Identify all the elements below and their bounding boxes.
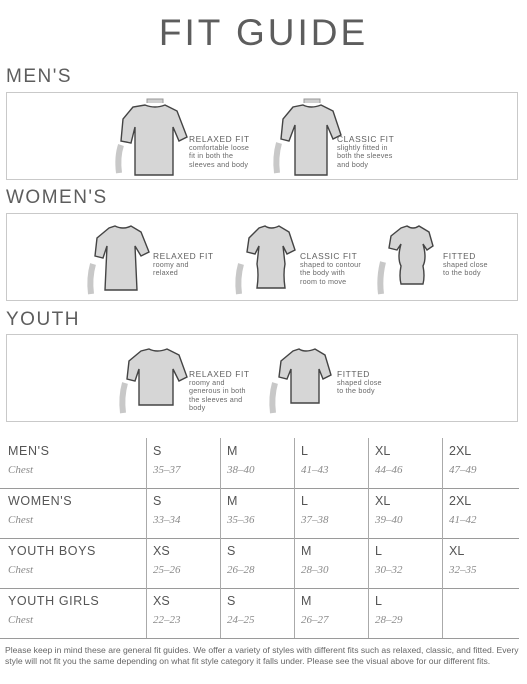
- size-measure: 41–43: [301, 464, 329, 476]
- fit-desc-line: and body: [337, 159, 369, 169]
- section-label-womens: WOMEN'S: [6, 187, 108, 208]
- size-measure: 28–30: [301, 564, 329, 576]
- size-measure: 37–38: [301, 514, 329, 526]
- row-sublabel: Chest: [8, 514, 34, 526]
- size-cell: [220, 488, 294, 538]
- table-row: [0, 438, 519, 489]
- size-measure: 35–36: [227, 514, 255, 526]
- size-label: M: [301, 594, 312, 608]
- size-label: S: [153, 494, 162, 508]
- size-label: L: [301, 494, 308, 508]
- size-label: L: [375, 594, 382, 608]
- size-measure: 30–32: [375, 564, 403, 576]
- youth-fitted-caption: [337, 370, 382, 396]
- size-cell: [368, 488, 442, 538]
- size-label: XL: [375, 444, 391, 458]
- size-label: 2XL: [449, 494, 472, 508]
- size-cell: [146, 588, 220, 638]
- row-header: [0, 438, 146, 488]
- size-cell: [146, 488, 220, 538]
- size-label: XL: [375, 494, 391, 508]
- row-label: MEN'S: [8, 444, 50, 458]
- fit-desc-line: roomy and: [153, 259, 189, 269]
- size-cell: [146, 438, 220, 488]
- size-label: XL: [449, 544, 465, 558]
- row-header: [0, 488, 146, 538]
- fit-desc-line: relaxed: [153, 268, 178, 278]
- fit-desc-line: both the sleeves: [337, 151, 393, 161]
- womens-relaxed-figure-icon: [79, 218, 159, 298]
- fit-desc-line: fit in both the: [189, 151, 234, 161]
- row-label: WOMEN'S: [8, 494, 73, 508]
- size-measure: 26–27: [301, 614, 329, 626]
- size-cell: [368, 538, 442, 588]
- row-label: YOUTH BOYS: [8, 544, 96, 558]
- table-row: [0, 488, 519, 539]
- fit-desc-line: the sleeves and: [189, 394, 243, 404]
- size-cell: [442, 488, 519, 538]
- fit-desc-line: the body with: [300, 268, 345, 278]
- size-measure: 44–46: [375, 464, 403, 476]
- mens-classic-caption: [337, 135, 394, 169]
- fit-desc-line: shaped close: [443, 259, 488, 269]
- size-measure: 39–40: [375, 514, 403, 526]
- fit-desc-line: shaped close: [337, 377, 382, 387]
- size-label: M: [301, 544, 312, 558]
- fit-desc-line: body: [189, 403, 206, 413]
- row-header: [0, 588, 146, 638]
- fit-name: FITTED: [443, 251, 476, 261]
- youth-fitted-figure-icon: [263, 343, 343, 419]
- fit-desc-line: to the body: [443, 268, 481, 278]
- womens-classic-figure-icon: [229, 218, 309, 298]
- size-label: XS: [153, 594, 170, 608]
- size-cell: [294, 588, 368, 638]
- size-measure: 28–29: [375, 614, 403, 626]
- size-cell: [294, 538, 368, 588]
- fit-desc-line: sleeves and body: [189, 159, 249, 169]
- womens-fitted-figure-icon: [373, 218, 443, 298]
- mens-relaxed-caption: [189, 135, 250, 169]
- table-row: [0, 588, 519, 639]
- size-cell: [442, 538, 519, 588]
- fit-name: FITTED: [337, 369, 370, 379]
- fit-desc-line: room to move: [300, 276, 347, 286]
- womens-fitted-caption: [443, 252, 488, 278]
- size-measure: 32–35: [449, 564, 477, 576]
- size-cell: [220, 538, 294, 588]
- size-cell: [220, 588, 294, 638]
- size-label: L: [375, 544, 382, 558]
- fit-desc-line: shaped to contour: [300, 259, 361, 269]
- size-measure: 26–28: [227, 564, 255, 576]
- womens-classic-caption: [300, 252, 361, 286]
- size-measure: 24–25: [227, 614, 255, 626]
- size-label: S: [153, 444, 162, 458]
- size-measure: 35–37: [153, 464, 181, 476]
- fit-name: RELAXED FIT: [189, 369, 250, 379]
- fit-name: RELAXED FIT: [189, 134, 250, 144]
- row-sublabel: Chest: [8, 464, 34, 476]
- fit-name: CLASSIC FIT: [337, 134, 395, 144]
- size-cell: [294, 488, 368, 538]
- womens-fit-panel: [6, 213, 518, 301]
- section-label-youth: YOUTH: [6, 309, 80, 330]
- size-label: 2XL: [449, 444, 472, 458]
- mens-fit-panel: [6, 92, 518, 180]
- size-measure: 38–40: [227, 464, 255, 476]
- mens-relaxed-figure-icon: [107, 97, 193, 177]
- size-cell: [146, 538, 220, 588]
- size-measure: 47–49: [449, 464, 477, 476]
- size-measure: 41–42: [449, 514, 477, 526]
- womens-relaxed-caption: [153, 252, 214, 278]
- row-sublabel: Chest: [8, 564, 34, 576]
- fit-name: RELAXED FIT: [153, 251, 214, 261]
- size-cell: [368, 438, 442, 488]
- fit-desc-line: slightly fitted in: [337, 142, 388, 152]
- fit-desc-line: to the body: [337, 386, 375, 396]
- size-measure: 25–26: [153, 564, 181, 576]
- size-label: M: [227, 494, 238, 508]
- youth-relaxed-figure-icon: [113, 343, 193, 419]
- size-cell: [442, 588, 519, 638]
- youth-relaxed-caption: [189, 370, 250, 413]
- fit-desc-line: roomy and: [189, 377, 225, 387]
- row-label: YOUTH GIRLS: [8, 594, 100, 608]
- fit-disclaimer-note: Please keep in mind these are general fit guides. We offer a variety of styles with different fits such as relaxed, classic, and fitted. Every style will not fit you the same depending on what fit style category it falls under. Please see the visual above for our different fits.: [5, 645, 519, 666]
- section-label-mens: MEN'S: [6, 66, 73, 87]
- fit-desc-line: comfortable loose: [189, 142, 250, 152]
- size-label: M: [227, 444, 238, 458]
- size-measure: 22–23: [153, 614, 181, 626]
- size-label: XS: [153, 544, 170, 558]
- size-cell: [294, 438, 368, 488]
- page-title: FIT GUIDE: [158, 12, 369, 53]
- size-measure: 33–34: [153, 514, 181, 526]
- size-cell: [442, 438, 519, 488]
- youth-fit-panel: [6, 334, 518, 422]
- size-label: L: [301, 444, 308, 458]
- row-sublabel: Chest: [8, 614, 34, 626]
- size-cell: [220, 438, 294, 488]
- fit-desc-line: generous in both: [189, 386, 246, 396]
- size-cell: [368, 588, 442, 638]
- fit-name: CLASSIC FIT: [300, 251, 358, 261]
- row-header: [0, 538, 146, 588]
- size-label: S: [227, 544, 236, 558]
- table-row: [0, 538, 519, 589]
- size-label: S: [227, 594, 236, 608]
